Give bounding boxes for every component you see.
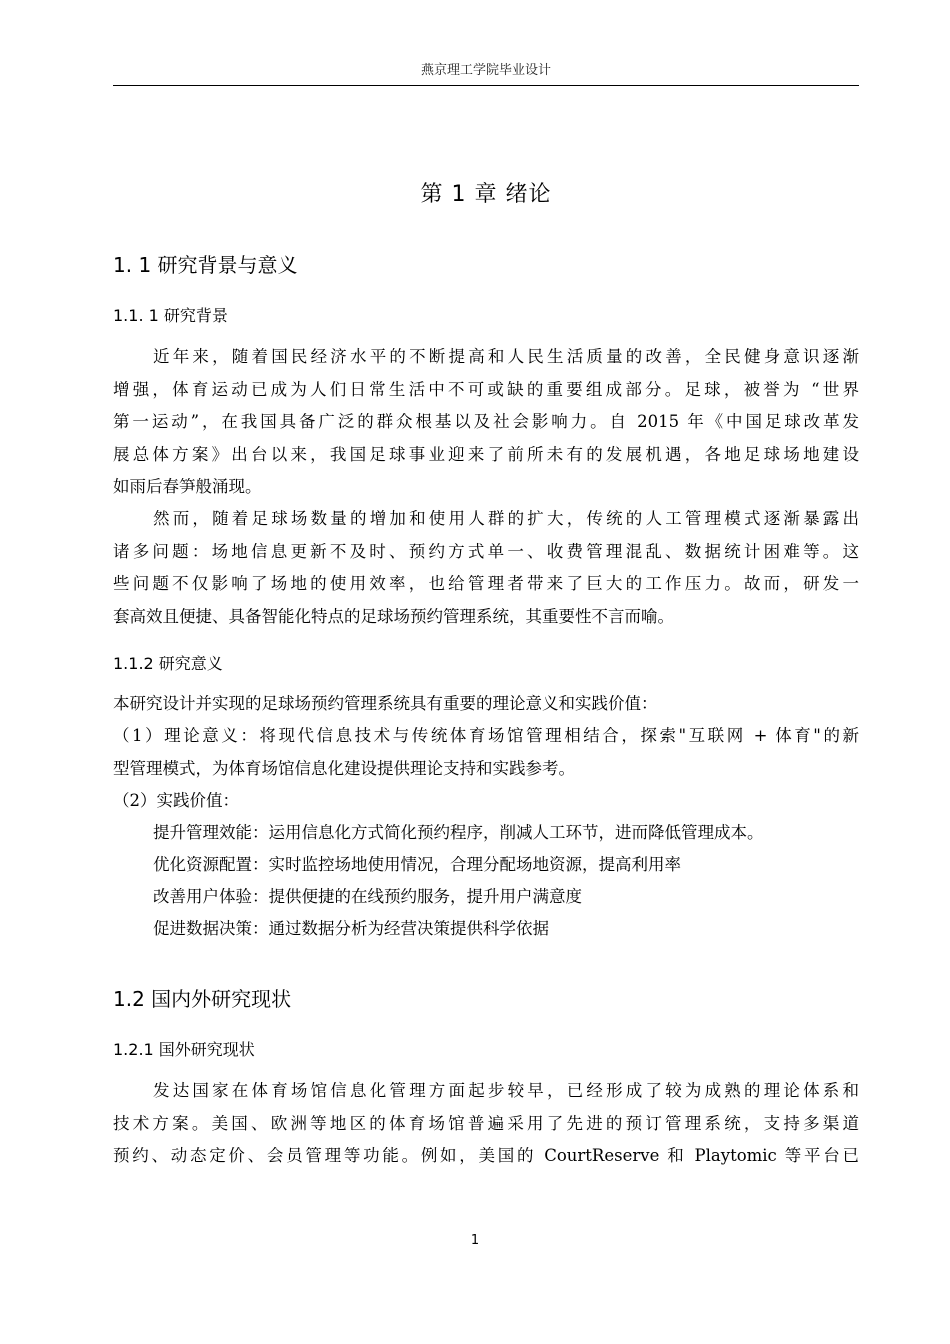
significance-intro: 本研究设计并实现的足球场预约管理系统具有重要的理论意义和实践价值：: [113, 694, 658, 713]
subsection-heading-1-2-1: 1.2.1 国外研究现状: [113, 1040, 255, 1059]
paragraph-background-2: [113, 503, 859, 633]
paragraph-line: 然而，随着足球场数量的增加和使用人群的扩大，传统的人工管理模式逐渐暴露出: [153, 509, 859, 528]
paragraph-line: 如雨后春笋般涌现。: [113, 477, 262, 496]
theory-significance: [113, 720, 859, 785]
paragraph-line: 些问题不仅影响了场地的使用效率，也给管理者带来了巨大的工作压力。故而，研发一: [113, 574, 859, 593]
paragraph-background-1: [113, 341, 859, 504]
paragraph-line: （1）理论意义：将现代信息技术与传统体育场馆管理相结合，探索"互联网 + 体育"的新: [113, 726, 859, 745]
paragraph-line: 套高效且便捷、具备智能化特点的足球场预约管理系统，其重要性不言而喻。: [113, 606, 674, 626]
chapter-title: 第 1 章 绪论: [420, 182, 552, 207]
subsection-heading-1-1-2: 1.1.2 研究意义: [113, 654, 223, 673]
practice-item: 促进数据决策：通过数据分析为经营决策提供科学依据: [153, 919, 549, 938]
paragraph-line: 型管理模式，为体育场馆信息化建设提供理论支持和实践参考。: [113, 758, 575, 778]
paragraph-line: 发达国家在体育场馆信息化管理方面起步较早，已经形成了较为成熟的理论体系和: [153, 1081, 859, 1100]
practice-label: （2）实践价值：: [113, 791, 239, 810]
paragraph-line: 诸多问题：场地信息更新不及时、预约方式单一、收费管理混乱、数据统计困难等。这: [113, 541, 859, 561]
practice-item: 改善用户体验：提供便捷的在线预约服务，提升用户满意度: [153, 887, 582, 906]
paragraph-line: 预约、动态定价、会员管理等功能。例如，美国的 CourtReserve 和 Playtomic 等平台已: [113, 1146, 859, 1165]
paragraph-line: 展总体方案》出台以来，我国足球事业迎来了前所未有的发展机遇，各地足球场地建设: [113, 444, 859, 464]
paragraph-line: 第一运动”，在我国具备广泛的群众根基以及社会影响力。自 2015 年《中国足球改革发: [113, 412, 859, 431]
paragraph-foreign-research: [113, 1075, 859, 1173]
section-heading-1-2: 1.2 国内外研究现状: [113, 987, 292, 1011]
page-number: 1: [470, 1233, 480, 1248]
practice-item: 优化资源配置：实时监控场地使用情况，合理分配场地资源，提高利用率: [153, 855, 681, 874]
paragraph-line: 近年来，随着国民经济水平的不断提高和人民生活质量的改善，全民健身意识逐渐: [153, 347, 859, 366]
subsection-heading-1-1-1: 1.1. 1 研究背景: [113, 306, 228, 325]
practice-item: 提升管理效能：运用信息化方式简化预约程序，削减人工环节，进而降低管理成本。: [153, 823, 764, 842]
paragraph-line: 技术方案。美国、欧洲等地区的体育场馆普遍采用了先进的预订管理系统，支持多渠道: [113, 1113, 859, 1133]
page-header: 燕京理工学院毕业设计: [420, 63, 551, 78]
header-divider: [113, 85, 859, 86]
paragraph-line: 增强，体育运动已成为人们日常生活中不可或缺的重要组成部分。足球，被誉为 “世界: [113, 379, 859, 399]
section-heading-1-1: 1. 1 研究背景与意义: [113, 253, 298, 277]
